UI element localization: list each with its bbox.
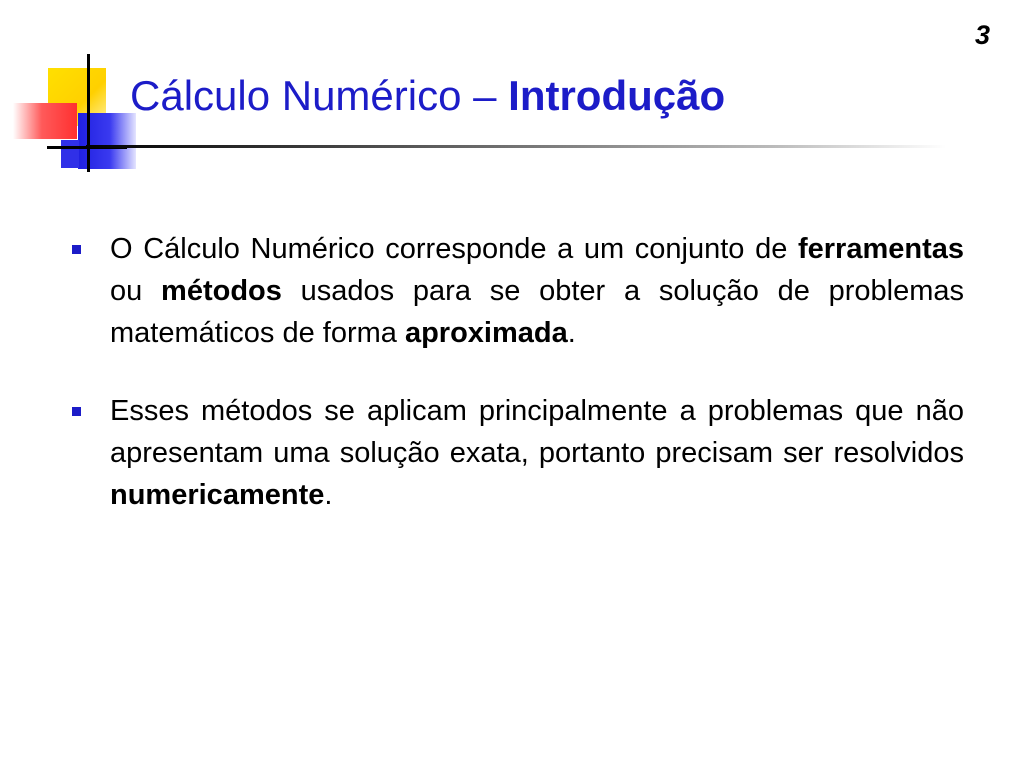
square-bullet-icon <box>72 407 81 416</box>
bullet-item <box>72 228 964 354</box>
bullet-text-segment: usados para se obter a solução de problemas matemáticos de forma <box>110 275 964 349</box>
bullet-text-segment: ou <box>110 275 162 307</box>
logo-vertical-line <box>87 54 90 172</box>
title-bold-part: Introdução <box>508 72 726 119</box>
slide-title <box>130 72 725 120</box>
red-square-shape <box>13 103 77 139</box>
bullet-text-segment: Esses métodos se aplicam principalmente a problemas que não apresentam uma solução exata, portanto precisam ser resolvidos <box>110 395 964 469</box>
bullet-text-segment: . <box>567 317 576 349</box>
title-normal-part: Cálculo Numérico – <box>130 72 509 119</box>
bullet-bold-term: aproximada <box>404 317 568 349</box>
bullet-text-segment: O Cálculo Numérico corresponde a um conjunto de <box>110 233 798 265</box>
bullet-bold-term: numericamente <box>110 479 325 511</box>
bullet-bold-term: métodos <box>161 275 282 307</box>
bullet-text-segment: . <box>324 479 333 511</box>
bullet-item <box>72 390 964 516</box>
decorative-logo-icon <box>0 0 140 175</box>
bullet-bold-term: ferramentas <box>797 233 964 265</box>
page-number: 3 <box>974 20 990 50</box>
bullet-list <box>72 228 964 552</box>
square-bullet-icon <box>72 245 81 254</box>
blue-small-square-shape <box>61 140 79 168</box>
title-underline-divider <box>86 145 946 148</box>
